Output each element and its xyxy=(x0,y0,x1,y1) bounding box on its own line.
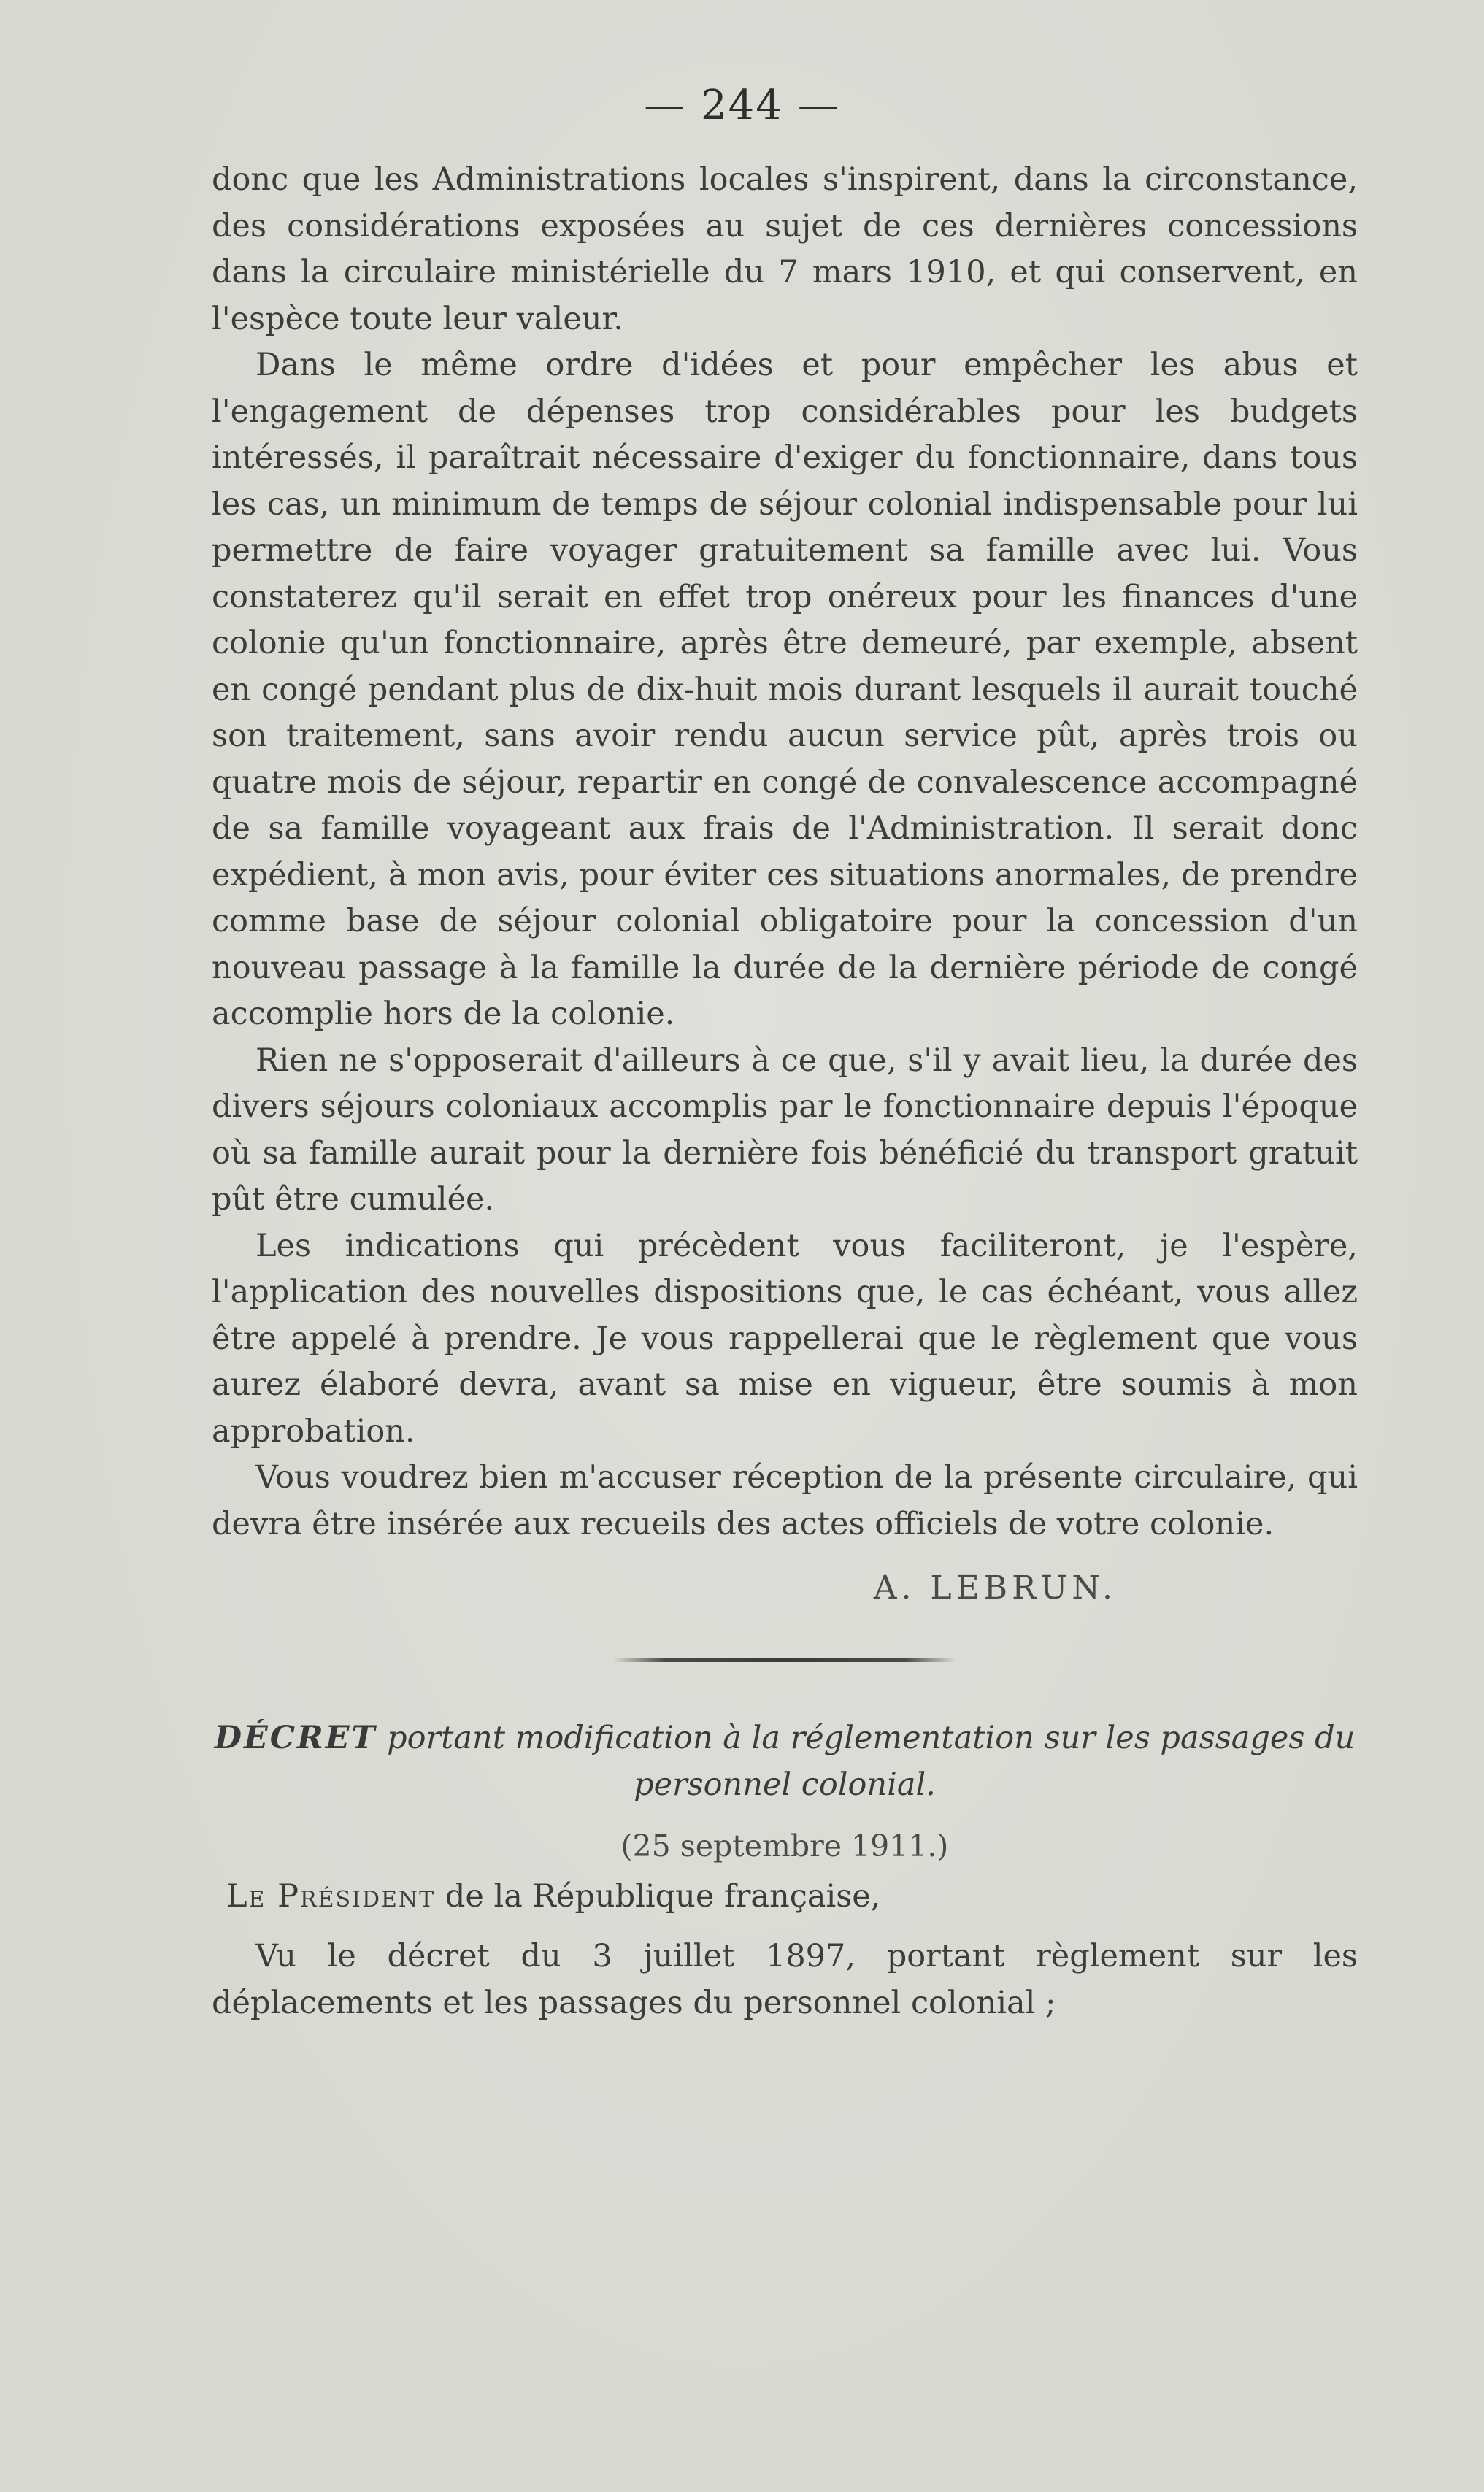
paragraph-accuse-reception: Vous voudrez bien m'accuser réception de la présente circulaire, qui devra être insérée aux recueils des actes officiels de votre colonie. xyxy=(212,1459,1358,1542)
decree-vu-clause: Vu le décret du 3 juillet 1897, portant règlement sur les déplacements et les passages du personnel colonial ; xyxy=(212,1938,1358,2021)
signature: A. LEBRUN. xyxy=(873,1569,1117,1607)
section-divider xyxy=(613,1658,956,1662)
decree-president xyxy=(212,1878,1358,1915)
decree-title-lead: DÉCRET xyxy=(214,1720,377,1756)
paragraph-continuation: donc que les Administrations locales s'inspirent, dans la circonstance, des considérations exposées au sujet de ces dernières concessions dans la circulaire ministérielle du 7 mars 1910, et qui conservent, en l'espèce toute leur valeur. xyxy=(212,161,1358,337)
text-column xyxy=(212,157,1358,2026)
page-number: — 244 — xyxy=(644,82,840,129)
decree-date: (25 septembre 1911.) xyxy=(620,1828,949,1864)
decree-title-rest: portant modification à la réglementation sur les passages du personnel colonial. xyxy=(387,1720,1356,1803)
paragraph-application: Les indications qui précèdent vous faciliteront, je l'espère, l'application des nouvelles dispositions que, le cas échéant, vous allez être appelé à prendre. Je vous rappellerai que le règlement que vous aurez élaboré devra, avant sa mise en vigueur, être soumis à mon approbation. xyxy=(212,1227,1358,1450)
paragraph-minimum-sejour: Dans le même ordre d'idées et pour empêcher les abus et l'engagement de dépenses trop considérables pour les budgets intéressés, il paraîtrait nécessaire d'exiger du fonctionnaire, dans tous les cas, un minimum de temps de séjour colonial indispensable pour lui permettre de faire voyager gratuitement sa famille avec lui. Vous constaterez qu'il serait en effet trop onéreux pour les finances d'une colonie qu'un fonctionnaire, après être demeuré, par exemple, absent en congé pendant plus de dix-huit mois durant lesquels il aurait touché son traitement, sans avoir rendu aucun service pût, après trois ou quatre mois de séjour, repartir en congé de convalescence accompagné de sa famille voyageant aux frais de l'Administration. Il serait donc expédient, à mon avis, pour éviter ces situations anormales, de prendre comme base de séjour colonial obligatoire pour la concession d'un nouveau passage à la famille la durée de la dernière période de congé accomplie hors de la colonie. xyxy=(212,347,1358,1032)
president-rest: de la République française, xyxy=(445,1878,881,1915)
president-lead: Le Président xyxy=(226,1878,436,1915)
decree-title xyxy=(212,1715,1358,1808)
paragraph-cumul-sejours: Rien ne s'opposerait d'ailleurs à ce que, s'il y avait lieu, la durée des divers séjours coloniaux accomplis par le fonctionnaire depuis l'époque où sa famille aurait pour la dernière fois bénéficié du transport gratuit pût être cumulée. xyxy=(212,1042,1358,1218)
